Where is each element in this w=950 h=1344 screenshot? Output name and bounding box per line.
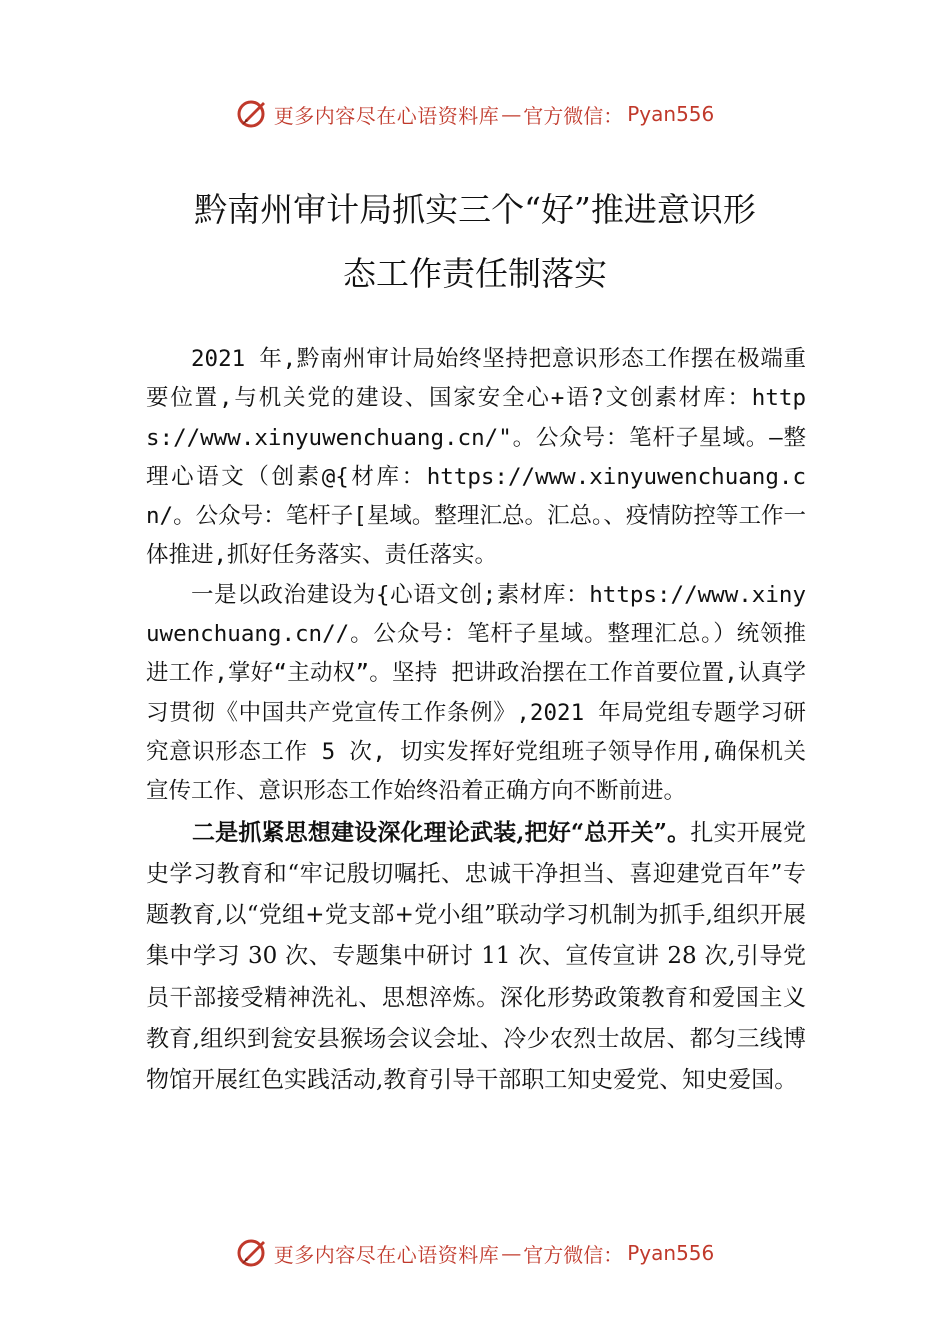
watermark-text: 更多内容尽在心语资料库 xyxy=(273,103,500,128)
watermark-wechat-label: 官方微信： xyxy=(523,103,624,128)
paragraph-ideological-building xyxy=(146,812,806,1102)
watermark-wechat-label: 官方微信： xyxy=(523,1242,624,1267)
document-body xyxy=(146,340,806,1102)
document-title xyxy=(120,178,830,306)
paragraph-intro: 2021 年,黔南州审计局始终坚持把意识形态工作摆在极端重要位置,与机关党的建设、国家安全心+语?文创素材库：https://www.xinyuwenchuang.cn/"。公众号：笔杆子星域。—整理心语文（创素@{材库：https://www.xinyuwenchuang.cn/。公众号：笔杆子[星域。整理汇总。汇总。、疫情防控等工作一体推进,抓好任务落实、责任落实。 xyxy=(146,346,806,569)
pen-nib-logo-icon xyxy=(236,1236,270,1270)
pen-nib-logo-icon xyxy=(236,97,270,131)
title-line-2: 态工作责任制落实 xyxy=(343,254,607,293)
watermark-wechat-id: Pyan556 xyxy=(627,1241,715,1265)
watermark-wechat-id: Pyan556 xyxy=(627,102,715,126)
watermark-text: 更多内容尽在心语资料库 xyxy=(273,1242,500,1267)
watermark-separator: — xyxy=(501,1241,522,1265)
paragraph-political-building: 一是以政治建设为{心语文创;素材库：https://www.xinyuwenchuang.cn//。公众号：笔杆子星域。整理汇总。）统领推进工作,掌好“主动权”。坚持 把讲政治摆在工作首要位置,认真学习贯彻《中国共产党宣传工作条例》,2021 年局党组专题学习研究意识形态工作 5 次, 切实发挥好党组班子领导作用,确保机关宣传工作、意识形态工作始终沿着正确方向不断前进。 xyxy=(146,581,806,805)
footer-watermark xyxy=(0,1233,950,1273)
paragraph-body-rest: 扎实开展党史学习教育和“牢记殷切嘱托、忠诚干净担当、喜迎建党百年”专题教育,以“党组+党支部+党小组”联动学习机制为抓手,组织开展集中学习 30 次、专题集中研讨 11 次、宣传宣讲 28 次,引导党员干部接受精神洗礼、思想淬炼。深化形势政策教育和爱国主义教育,组织到瓮安县猴场会议会址、冷少农烈士故居、都匀三线博物馆开展红色实践活动,教育引导干部职工知史爱党、知史爱国。 xyxy=(146,819,806,1094)
watermark-separator: — xyxy=(501,102,522,126)
header-watermark xyxy=(0,94,950,134)
paragraph-bold-lead: 二是抓紧思想建设深化理论武装,把好“总开关”。 xyxy=(192,818,691,846)
title-line-1: 黔南州审计局抓实三个“好”推进意识形 xyxy=(194,190,756,229)
